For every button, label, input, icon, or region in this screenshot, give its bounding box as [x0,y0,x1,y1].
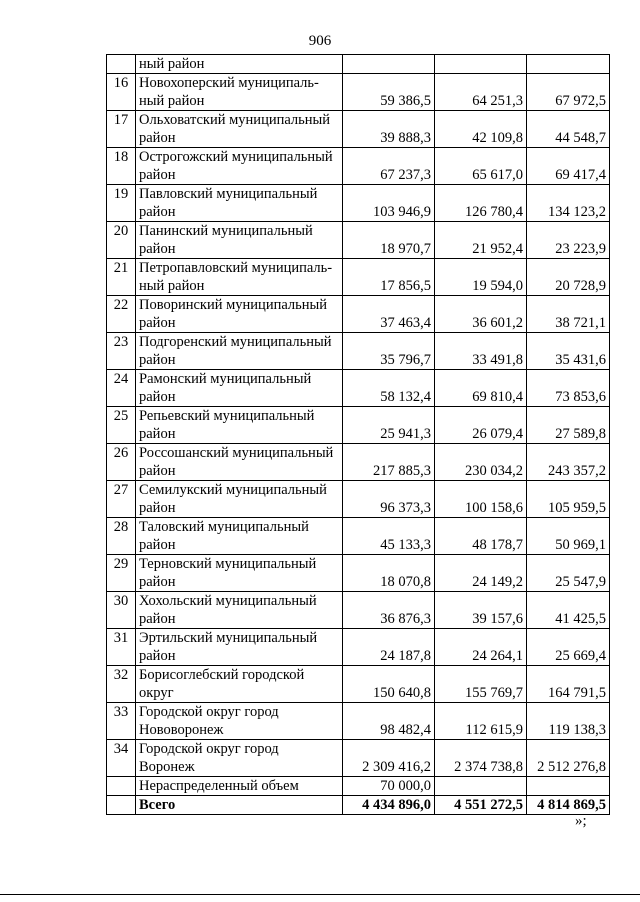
value-2021 [435,55,527,74]
value-2022: 27 589,8 [527,407,610,444]
value-2020: 217 885,3 [343,444,435,481]
value-2021: 39 157,6 [435,592,527,629]
table-row [107,296,610,333]
value-2020: 18 070,8 [343,555,435,592]
total-2020: 4 434 896,0 [343,796,435,815]
municipality-name: Семилукский муниципальный район [136,481,343,518]
table-row [107,333,610,370]
value-2022: 25 547,9 [527,555,610,592]
row-number: 32 [107,666,136,703]
value-2022: 2 512 276,8 [527,740,610,777]
value-2021: 2 374 738,8 [435,740,527,777]
row-number: 17 [107,111,136,148]
value-2020: 96 373,3 [343,481,435,518]
value-2022: 41 425,5 [527,592,610,629]
table-row [107,481,610,518]
value-2022 [527,55,610,74]
value-2021: 230 034,2 [435,444,527,481]
table-row [107,629,610,666]
row-number: 25 [107,407,136,444]
value-2021: 24 264,1 [435,629,527,666]
table-row [107,222,610,259]
row-number: 30 [107,592,136,629]
municipality-name: Россошанский муниципальный район [136,444,343,481]
value-2021: 42 109,8 [435,111,527,148]
value-2021: 126 780,4 [435,185,527,222]
row-number: 18 [107,148,136,185]
table-row [107,444,610,481]
municipality-name: Поворинский муниципальный район [136,296,343,333]
municipality-name: Хохольский муниципальный район [136,592,343,629]
value-2022: 69 417,4 [527,148,610,185]
value-2020: 36 876,3 [343,592,435,629]
municipality-name: Панинский муниципальный район [136,222,343,259]
total-row [107,796,610,815]
value-2022: 25 669,4 [527,629,610,666]
municipality-name: Городской округ город Воронеж [136,740,343,777]
value-2022: 35 431,6 [527,333,610,370]
table-row [107,407,610,444]
municipality-name: Борисоглебский городской округ [136,666,343,703]
row-number [107,55,136,74]
table-row [107,777,610,796]
municipality-name: Терновский муниципальный район [136,555,343,592]
row-number: 24 [107,370,136,407]
value-2020: 59 386,5 [343,74,435,111]
municipality-name: Острогожский муниципальный район [136,148,343,185]
value-2022: 44 548,7 [527,111,610,148]
value-2022: 50 969,1 [527,518,610,555]
row-number [107,796,136,815]
value-2020: 17 856,5 [343,259,435,296]
row-number: 28 [107,518,136,555]
row-number: 21 [107,259,136,296]
budget-distribution-table [106,54,610,815]
total-label: Всего [136,796,343,815]
municipality-name: Эртильский муниципальный район [136,629,343,666]
value-2022: 105 959,5 [527,481,610,518]
table-row [107,370,610,407]
value-2020 [343,55,435,74]
value-2022 [527,777,610,796]
value-2022: 20 728,9 [527,259,610,296]
row-number: 19 [107,185,136,222]
value-2020: 37 463,4 [343,296,435,333]
value-2021: 69 810,4 [435,370,527,407]
municipality-name: Репьевский муниципальный район [136,407,343,444]
row-number: 16 [107,74,136,111]
row-number [107,777,136,796]
value-2020: 58 132,4 [343,370,435,407]
value-2021: 112 615,9 [435,703,527,740]
row-number: 23 [107,333,136,370]
row-number: 33 [107,703,136,740]
municipality-name: Городской округ город Нововоронеж [136,703,343,740]
value-2020: 25 941,3 [343,407,435,444]
value-2021: 64 251,3 [435,74,527,111]
value-2020: 24 187,8 [343,629,435,666]
value-2022: 73 853,6 [527,370,610,407]
municipality-name: Ольховатский муниципальный район [136,111,343,148]
value-2020: 70 000,0 [343,777,435,796]
value-2021: 19 594,0 [435,259,527,296]
municipality-name: Петропавловский муниципаль- ный район [136,259,343,296]
value-2020: 67 237,3 [343,148,435,185]
total-2022: 4 814 869,5 [527,796,610,815]
table-body [107,55,610,815]
row-number: 29 [107,555,136,592]
row-number: 27 [107,481,136,518]
row-number: 26 [107,444,136,481]
value-2021: 24 149,2 [435,555,527,592]
value-2021: 100 158,6 [435,481,527,518]
table-row [107,666,610,703]
footer-rule [0,894,640,895]
value-2022: 243 357,2 [527,444,610,481]
municipality-name: Нераспределенный объем [136,777,343,796]
value-2021: 48 178,7 [435,518,527,555]
value-2021: 33 491,8 [435,333,527,370]
value-2020: 45 133,3 [343,518,435,555]
value-2020: 98 482,4 [343,703,435,740]
value-2022: 23 223,9 [527,222,610,259]
municipality-name: ный район [136,55,343,74]
table-row [107,74,610,111]
value-2022: 119 138,3 [527,703,610,740]
value-2021 [435,777,527,796]
page-number: 906 [308,33,332,49]
total-2021: 4 551 272,5 [435,796,527,815]
value-2020: 2 309 416,2 [343,740,435,777]
row-number: 20 [107,222,136,259]
value-2022: 134 123,2 [527,185,610,222]
municipality-name: Таловский муниципальный район [136,518,343,555]
value-2021: 36 601,2 [435,296,527,333]
value-2021: 65 617,0 [435,148,527,185]
table-row [107,185,610,222]
table-row [107,518,610,555]
value-2020: 35 796,7 [343,333,435,370]
value-2020: 103 946,9 [343,185,435,222]
row-number: 34 [107,740,136,777]
value-2020: 39 888,3 [343,111,435,148]
value-2021: 21 952,4 [435,222,527,259]
municipality-name: Новохоперский муниципаль- ный район [136,74,343,111]
value-2020: 150 640,8 [343,666,435,703]
value-2022: 38 721,1 [527,296,610,333]
value-2022: 67 972,5 [527,74,610,111]
municipality-name: Павловский муниципальный район [136,185,343,222]
table-row [107,148,610,185]
municipality-name: Рамонский муниципальный район [136,370,343,407]
municipality-name: Подгоренский муниципальный район [136,333,343,370]
row-number: 22 [107,296,136,333]
value-2022: 164 791,5 [527,666,610,703]
value-2021: 26 079,4 [435,407,527,444]
table-row [107,703,610,740]
value-2020: 18 970,7 [343,222,435,259]
table-row [107,111,610,148]
closing-quote-mark: »; [575,813,587,829]
table-row [107,55,610,74]
table-row [107,259,610,296]
table-row [107,592,610,629]
value-2021: 155 769,7 [435,666,527,703]
table-row [107,555,610,592]
row-number: 31 [107,629,136,666]
table-row [107,740,610,777]
